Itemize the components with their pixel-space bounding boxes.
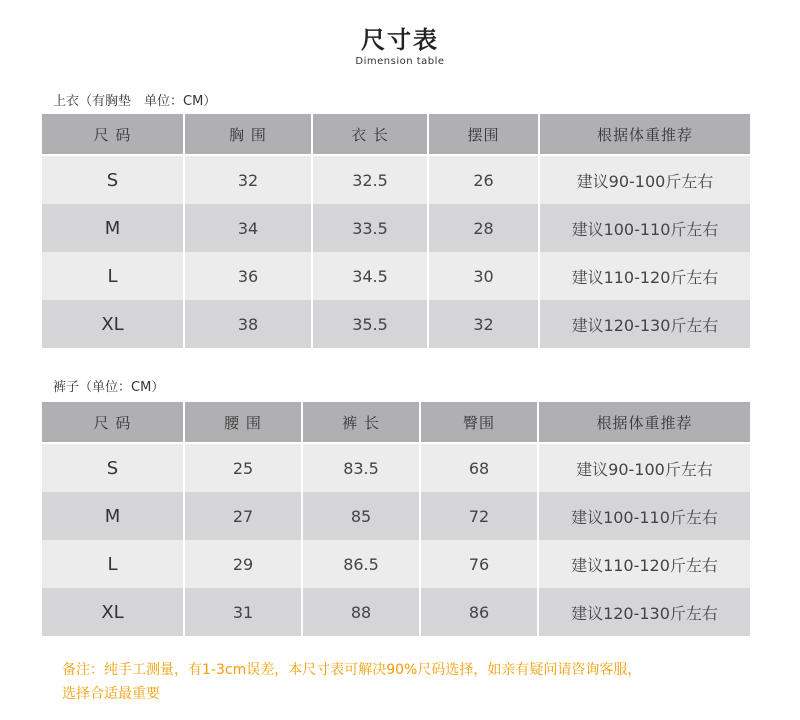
table-row	[42, 540, 750, 588]
table-cell: 72	[420, 492, 538, 540]
table-row	[42, 443, 750, 492]
header-cell: 根据体重推荐	[539, 114, 750, 155]
table-cell: 33.5	[312, 204, 428, 252]
size-cell: S	[42, 443, 184, 492]
table-cell: 建议100-110斤左右	[539, 204, 750, 252]
header-cell: 臀围	[420, 402, 538, 443]
table-cell: 建议110-120斤左右	[539, 252, 750, 300]
header-cell: 胸 围	[184, 114, 312, 155]
table-cell: 建议100-110斤左右	[538, 492, 750, 540]
table-cell: 32	[184, 155, 312, 204]
header-cell: 尺 码	[42, 402, 184, 443]
table-cell: 68	[420, 443, 538, 492]
bottom-size-table	[42, 402, 750, 636]
table-row	[42, 252, 750, 300]
table-cell: 76	[420, 540, 538, 588]
table-cell: 31	[184, 588, 302, 636]
size-cell: L	[42, 252, 184, 300]
table-cell: 88	[302, 588, 420, 636]
page-title: 尺寸表	[361, 26, 439, 54]
table-cell: 35.5	[312, 300, 428, 348]
table-row	[42, 492, 750, 540]
table-cell: 建议120-130斤左右	[539, 300, 750, 348]
table-cell: 38	[184, 300, 312, 348]
table-cell: 86	[420, 588, 538, 636]
table-cell: 25	[184, 443, 302, 492]
table-cell: 建议120-130斤左右	[538, 588, 750, 636]
size-cell: M	[42, 204, 184, 252]
table-cell: 36	[184, 252, 312, 300]
table-cell: 28	[428, 204, 539, 252]
header-cell: 裤 长	[302, 402, 420, 443]
table-cell: 27	[184, 492, 302, 540]
table-cell: 建议110-120斤左右	[538, 540, 750, 588]
table-row	[42, 204, 750, 252]
table-cell: 32	[428, 300, 539, 348]
table-cell: 29	[184, 540, 302, 588]
footnote-line: 选择合适最重要	[62, 686, 160, 702]
size-cell: S	[42, 155, 184, 204]
table-header-row	[42, 114, 750, 155]
header-cell: 摆围	[428, 114, 539, 155]
header-cell: 衣 长	[312, 114, 428, 155]
size-cell: M	[42, 492, 184, 540]
header-cell: 尺 码	[42, 114, 184, 155]
table-cell: 32.5	[312, 155, 428, 204]
header-cell: 根据体重推荐	[538, 402, 750, 443]
table-cell: 建议90-100斤左右	[538, 443, 750, 492]
table-cell: 34	[184, 204, 312, 252]
table-cell: 85	[302, 492, 420, 540]
table-cell: 34.5	[312, 252, 428, 300]
bottom-section-label: 裤子（单位：CM）	[53, 380, 165, 395]
top-size-table	[42, 114, 750, 348]
header-cell: 腰 围	[184, 402, 302, 443]
table-cell: 86.5	[302, 540, 420, 588]
table-cell: 建议90-100斤左右	[539, 155, 750, 204]
size-cell: XL	[42, 588, 184, 636]
table-cell: 83.5	[302, 443, 420, 492]
table-row	[42, 155, 750, 204]
table-row	[42, 300, 750, 348]
size-cell: L	[42, 540, 184, 588]
page-subtitle: Dimension table	[355, 56, 445, 67]
table-header-row	[42, 402, 750, 443]
table-cell: 26	[428, 155, 539, 204]
top-section-label: 上衣（有胸垫 单位：CM）	[53, 94, 217, 109]
size-cell: XL	[42, 300, 184, 348]
table-row	[42, 588, 750, 636]
footnote-line: 备注：纯手工测量，有1-3cm误差，本尺寸表可解决90%尺码选择，如亲有疑问请咨询客服，	[62, 662, 642, 678]
table-cell: 30	[428, 252, 539, 300]
footnote	[62, 658, 762, 706]
